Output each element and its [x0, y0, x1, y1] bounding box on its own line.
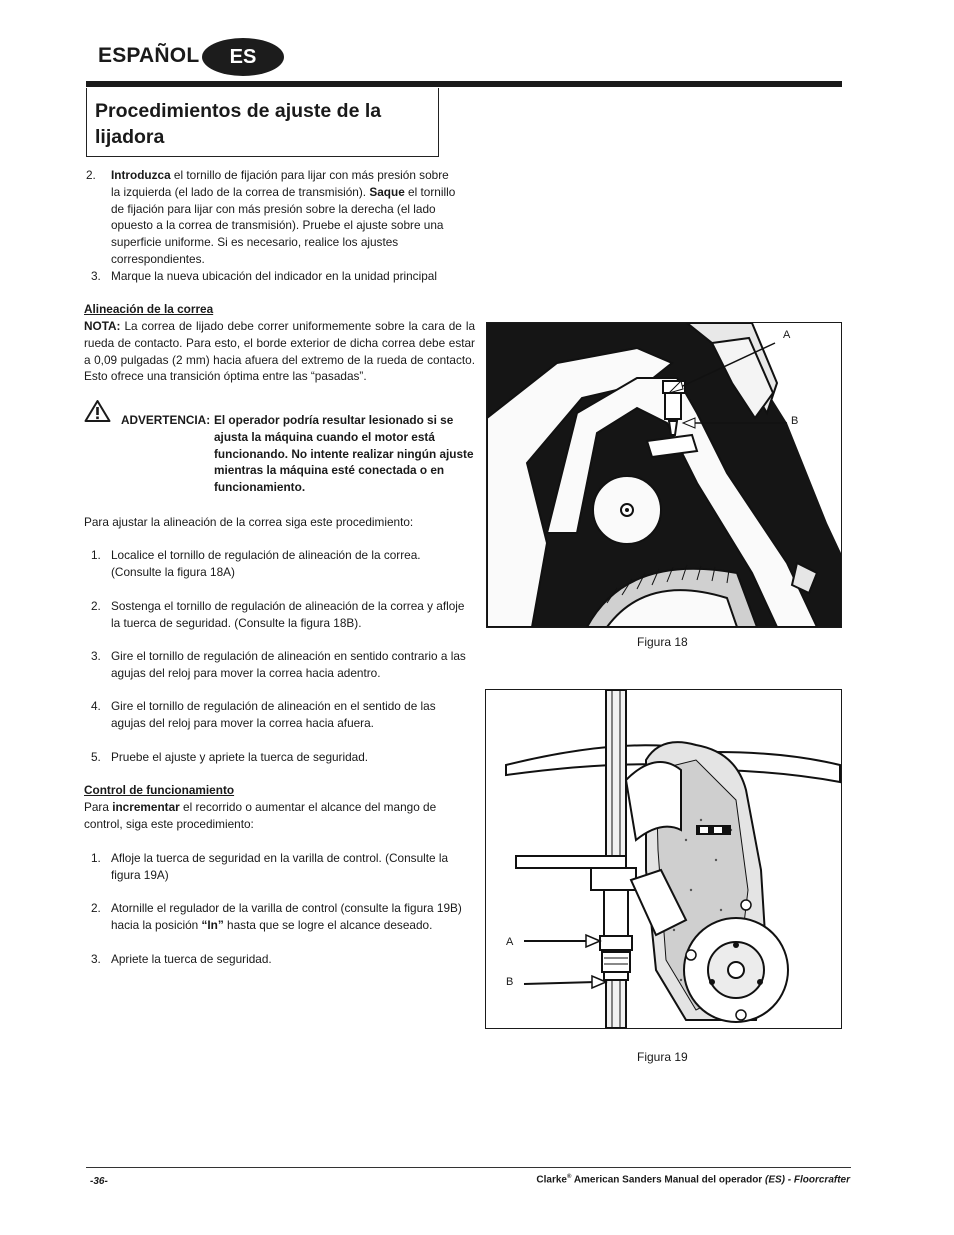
belt-step-4-number: 4. [91, 699, 101, 713]
step-3-text: Marque la nueva ubicación del indicador en la unidad principal [111, 269, 437, 283]
belt-step-1-number: 1. [91, 548, 101, 562]
figure-19 [485, 689, 842, 1029]
figure-18-illustration [487, 323, 841, 627]
belt-step-1-text: Localice el tornillo de regulación de alineación de la correa. (Consulte la figura 18A) [111, 548, 421, 579]
section-title: Procedimientos de ajuste de la lijadora [95, 100, 382, 148]
language-label: ESPAÑOL [98, 44, 200, 67]
step-2-text [111, 167, 461, 268]
belt-step-4-text: Gire el tornillo de regulación de alineación en el sentido de las agujas del reloj para mover la correa hacia afuera. [111, 699, 436, 730]
figure-18-label-b: B [791, 415, 799, 427]
figure-19-label-b: B [506, 976, 514, 988]
step-2-number: 2. [86, 168, 96, 182]
footer-brand: Clarke [536, 1174, 567, 1186]
control-step-3-text: Apriete la tuerca de seguridad. [111, 952, 272, 966]
belt-alignment-heading: Alineación de la correa [84, 302, 214, 316]
language-code-badge: ES [202, 38, 284, 76]
intro-text-a: Para [84, 800, 113, 814]
step-3-number: 3. [91, 269, 101, 283]
figure-18 [486, 322, 842, 628]
warning-label: ADVERTENCIA: [121, 413, 211, 427]
step-2-verb-introduzca: Introduzca [111, 168, 171, 182]
intro-bold-incrementar: incrementar [112, 800, 180, 814]
warning-triangle-icon [84, 399, 111, 428]
control-step-3-number: 3. [91, 952, 101, 966]
belt-step-3-number: 3. [91, 649, 101, 663]
figure-18-caption: Figura 18 [637, 635, 688, 649]
step-2-text-a: el tornillo de fijación para lijar con más presión sobre la izquierda (el lado de la correa de transmisión). [111, 168, 449, 199]
operation-control-intro [84, 799, 474, 833]
control-step-2-in-label: “In” [201, 917, 224, 932]
control-step-2-text [111, 900, 477, 934]
figure-19-label-a: A [506, 936, 514, 948]
figure-19-caption: Figura 19 [637, 1050, 688, 1064]
operation-control-heading: Control de funcionamiento [84, 783, 235, 797]
note-label: NOTA: [84, 319, 121, 333]
control-step-1-number: 1. [91, 851, 101, 865]
control-step-2-text-a: Atornille el regulador de la varilla de control (consulte la figura 19B) hacia la posición [111, 901, 462, 932]
footer-registered-mark: ® [566, 1174, 572, 1180]
belt-step-5-text: Pruebe el ajuste y apriete la tuerca de seguridad. [111, 750, 369, 764]
belt-alignment-note [84, 318, 475, 385]
belt-step-3-text: Gire el tornillo de regulación de alineación en sentido contrario a las agujas del reloj para mover la correa hacia adentro. [111, 649, 466, 680]
section-title-box [86, 88, 439, 157]
belt-step-2-text: Sostenga el tornillo de regulación de alineación de la correa y afloje la tuerca de seguridad. (Consulte la figura 18B). [111, 599, 465, 630]
control-step-1-text: Afloje la tuerca de seguridad en la varilla de control. (Consulte la figura 19A) [111, 851, 449, 882]
intro-text-b: el recorrido o aumentar el alcance del mango de control, siga este procedimiento: [84, 800, 437, 831]
note-text: La correa de lijado debe correr uniformemente sobre la cara de la rueda de contacto. Para esto, el borde exterior de dicha correa debe estar a 0,09 pulgadas (2 mm) hacia afuera del extremo de la rueda de contacto. Esto ofrece una transición óptima entre las “pasadas”. [84, 319, 475, 384]
warning-text: El operador podría resultar lesionado si se ajusta la máquina cuando el motor está funcionando. No intente realizar ningún ajuste mientras la máquina esté conectada o en funcionamiento. [214, 413, 474, 495]
header-rule [86, 81, 842, 87]
footer-rule [86, 1167, 851, 1168]
belt-step-2-number: 2. [91, 599, 101, 613]
footer-edition: (ES) - Floorcrafter [764, 1174, 850, 1186]
control-step-2-number: 2. [91, 901, 101, 915]
belt-alignment-intro: Para ajustar la alineación de la correa siga este procedimiento: [84, 515, 414, 529]
footer-manual-text: American Sanders Manual del operador [571, 1174, 765, 1186]
control-step-2-text-b: hasta que se logre el alcance deseado. [223, 917, 433, 932]
step-2-verb-saque: Saque [369, 184, 405, 199]
step-2-text-b: el tornillo de fijación para lijar con más presión sobre la derecha (el lado opuesto a la correa de transmisión). Pruebe el ajuste sobre una superficie uniforme. Si es necesario, realice los ajustes correspondientes. [111, 184, 456, 266]
figure-19-illustration [486, 690, 841, 1028]
footer-manual-title [536, 1174, 850, 1185]
figure-18-label-a: A [783, 329, 791, 341]
belt-step-5-number: 5. [91, 750, 101, 764]
page-number: -36- [90, 1176, 108, 1187]
